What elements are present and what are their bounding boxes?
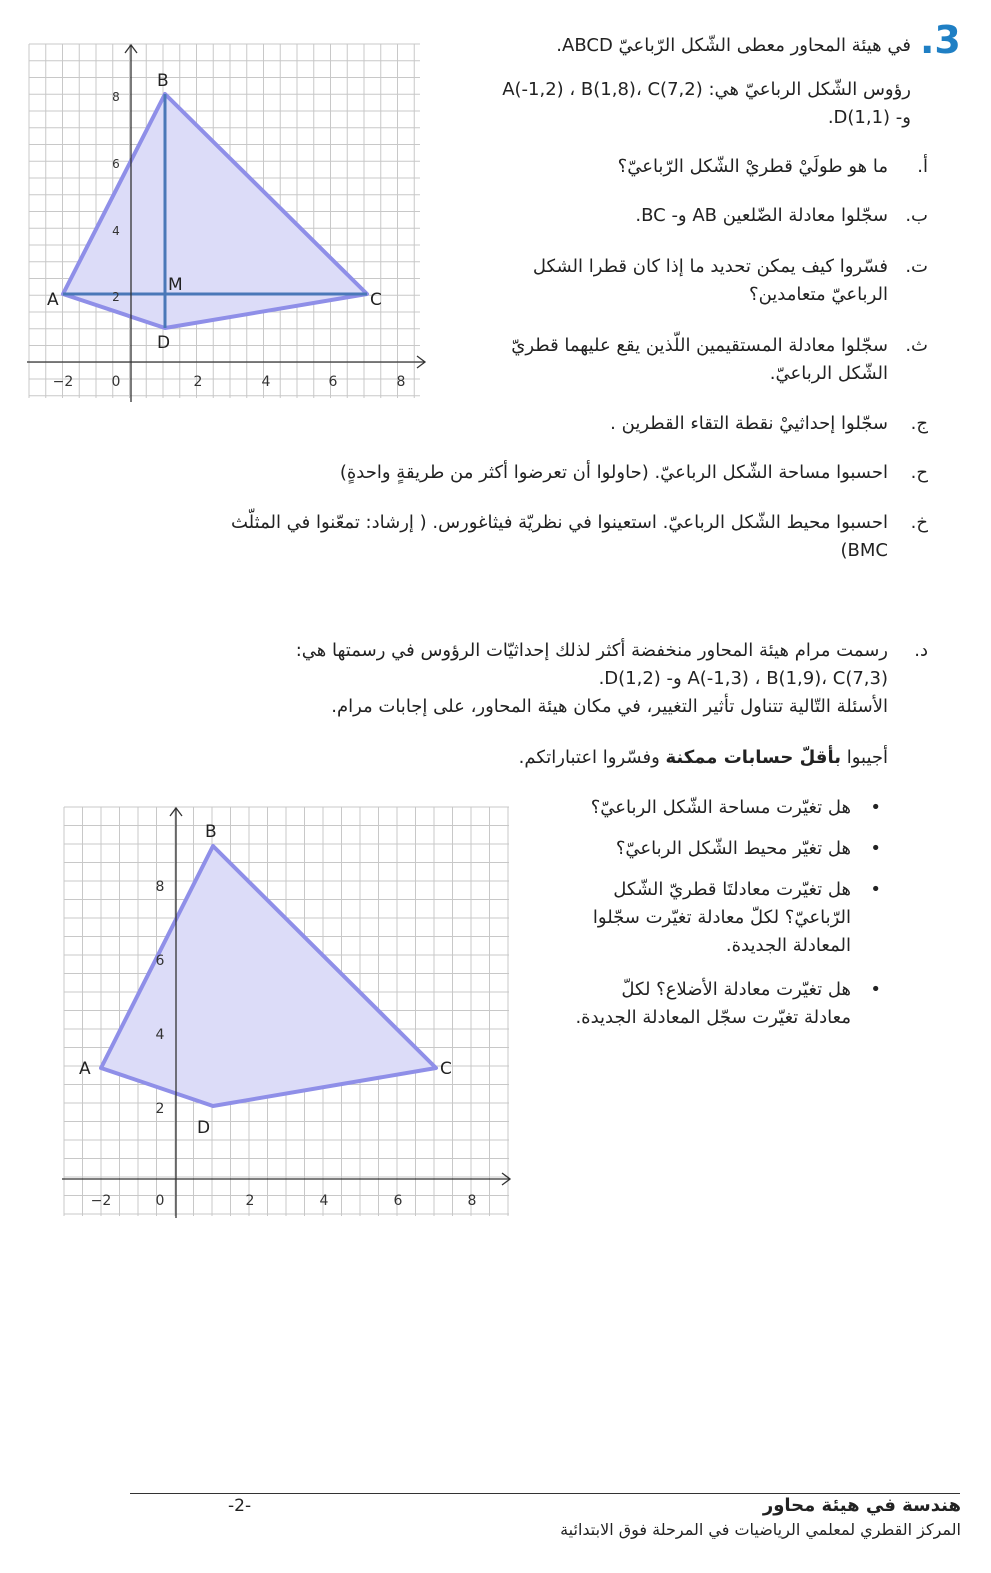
item-alef (448, 153, 928, 181)
item-jim (438, 410, 928, 438)
instruction-pre: أجيبوا (840, 747, 888, 768)
vertex-label-c: C (440, 1059, 452, 1079)
item-label: ت. (905, 256, 928, 277)
vertex-label-d: D (197, 1118, 211, 1138)
item-text: BMC) (840, 540, 888, 561)
y-tick-label: 2 (155, 1101, 165, 1117)
bullet-text: معادلة تغيّرت سجّل المعادلة الجديدة. (575, 1007, 851, 1028)
intro-line-1: في هيئة المحاور معطى الشّكل الرّباعيّ ABCD. (556, 35, 911, 56)
x-tick-label: 2 (193, 374, 203, 390)
item-text: سجّلوا معادلة الضّلعين AB و- BC. (635, 205, 888, 226)
item-text: الأسئلة التّالية تتناول تأثير التغيير، في مكان هيئة المحاور، على إجابات مرام. (331, 696, 888, 717)
bullet-text: هل تغيّرت مساحة الشّكل الرباعيّ؟ (590, 797, 851, 818)
intro-line-2: رؤوس الشّكل الرباعيّ هي: A(-1,2) ، B(1,8)، C(7,2) (502, 79, 911, 100)
vertex-label-a: A (79, 1059, 91, 1079)
x-tick-label: 6 (328, 374, 338, 390)
vertex-label-a: A (47, 290, 59, 310)
vertex-label-d: D (157, 333, 171, 353)
item-dal (188, 637, 928, 721)
item-text: فسّروا كيف يمكن تحديد ما إذا كان قطرا الشكل (532, 256, 888, 277)
item-label: ح. (910, 462, 928, 483)
x-tick-label: 4 (319, 1193, 329, 1209)
instruction-bold: بأقلّ حسابات ممكنة (665, 747, 841, 768)
item-ta (448, 253, 928, 309)
item-text: A(-1,3) ، B(1,9)، C(7,3) و- D(1,2). (598, 668, 888, 689)
y-tick-label: 8 (155, 879, 165, 895)
item-ha (128, 459, 928, 487)
item-text: ما هو طولَيْ قطريْ الشّكل الرّباعيّ؟ (617, 156, 888, 177)
y-tick-label: 2 (112, 290, 120, 304)
question-number: .3 (920, 18, 961, 62)
vertex-label-c: C (370, 290, 382, 310)
point-label-m: M (168, 275, 183, 295)
instruction (288, 744, 888, 772)
item-text: احسبوا محيط الشّكل الرباعيّ. استعينوا في نظريّة فيثاغورس. ( إرشاد: تمعّنوا في المثلّث (231, 512, 888, 533)
footer-subtitle: المركز القطري لمعلمي الرياضيات في المرحلة فوق الابتدائية (560, 1520, 961, 1539)
x-tick-label: −2 (90, 1193, 112, 1209)
x-tick-label: 0 (155, 1193, 165, 1209)
coordinate-graph-2 (60, 805, 515, 1220)
footer-title: هندسة في هيئة محاور (762, 1495, 961, 1516)
item-ba (448, 202, 928, 230)
x-tick-label: 8 (467, 1193, 477, 1209)
bullet-text: هل تغيّرت معادلتَا قطريّ الشّكل (613, 879, 851, 900)
bullet-text: المعادلة الجديدة. (725, 935, 851, 956)
item-label: ث. (905, 335, 928, 356)
footer-rule (130, 1493, 960, 1494)
item-text: سجّلوا معادلة المستقيمين اللّذين يقع عليهما قطريّ (511, 335, 888, 356)
item-text: الرباعيّ متعامدين؟ (749, 284, 888, 305)
quadrilateral-abcd (101, 846, 436, 1106)
item-tha (438, 332, 928, 388)
bullet-item (521, 876, 851, 960)
bullet-text: هل تغيّر محيط الشّكل الرباعيّ؟ (615, 838, 851, 859)
x-tick-label: 4 (261, 374, 271, 390)
item-label: خ. (910, 512, 928, 533)
item-kha (128, 509, 928, 565)
x-tick-label: 2 (245, 1193, 255, 1209)
instruction-post: وفسّروا اعتباراتكم. (518, 747, 666, 768)
item-text: سجّلوا إحداثييْ نقطة التقاء القطرين . (610, 413, 888, 434)
bullet-text: الرّباعيّ؟ لكلّ معادلة تغيّرت سجّلوا (592, 907, 851, 928)
item-text: الشّكل الرباعيّ. (769, 363, 888, 384)
item-label: ب. (905, 205, 928, 226)
bullet-text: هل تغيّرت معادلة الأضلاع؟ لكلّ (621, 979, 851, 1000)
item-label: د. (914, 640, 928, 661)
page-number: -2- (228, 1496, 252, 1516)
item-text: احسبوا مساحة الشّكل الرباعيّ. (حاولوا أن تعرضوا أكثر من طريقةٍ واحدةٍ) (339, 462, 888, 483)
x-tick-label: 8 (396, 374, 406, 390)
y-tick-label: 6 (155, 953, 165, 969)
intro-line-3: و- D(1,1). (827, 107, 911, 128)
x-tick-label: 6 (393, 1193, 403, 1209)
item-text: رسمت مرام هيئة المحاور منخفضة أكثر لذلك إحداثيّات الرؤوس في رسمتها هي: (295, 640, 888, 661)
x-tick-label: 0 (111, 374, 121, 390)
coordinate-graph-1 (25, 42, 430, 404)
bullet-item (521, 794, 851, 822)
bullet-item (521, 835, 851, 863)
item-label: أ. (917, 156, 928, 177)
y-tick-label: 6 (112, 157, 120, 171)
y-tick-label: 4 (155, 1027, 165, 1043)
y-tick-label: 4 (112, 224, 120, 238)
bullet-item (521, 976, 851, 1032)
item-label: ج. (910, 413, 928, 434)
vertex-label-b: B (157, 71, 169, 91)
vertex-label-b: B (205, 822, 217, 842)
y-tick-label: 8 (112, 90, 120, 104)
x-tick-label: −2 (52, 374, 74, 390)
